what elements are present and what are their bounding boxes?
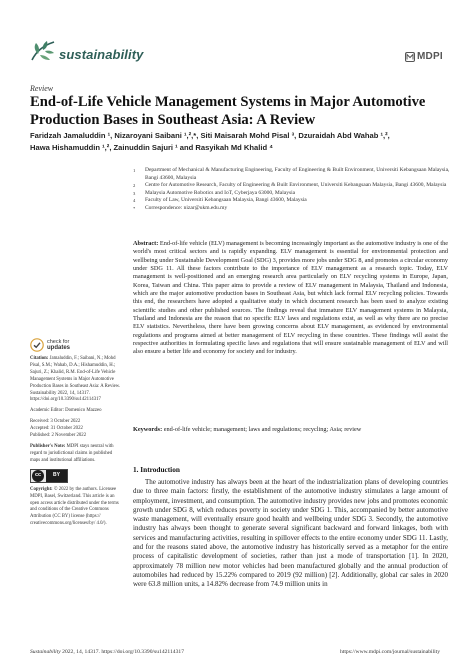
keywords-text: end-of-life vehicle; management; laws and regulations; recycling; Asia; review xyxy=(163,426,362,433)
authors-line-1: Faridzah Jamaluddin ¹, Nizaroyani Saibani ¹,²,*, Siti Maisarah Mohd Pisal ³, Dzuraidah Abd Wahab ¹,², xyxy=(30,131,390,140)
correspondence-text[interactable]: Correspondence: nizar@ukm.edu.my xyxy=(145,204,228,211)
affiliation-item xyxy=(133,167,453,182)
article-type: Review xyxy=(30,84,54,93)
publisher-note-label: Publisher's Note: xyxy=(30,443,66,449)
footer-doi[interactable]: 2022, 14, 14317. https://doi.org/10.3390/su142114317 xyxy=(60,649,184,655)
affiliation-item xyxy=(133,182,453,190)
check-for-updates-button[interactable] xyxy=(30,338,122,352)
affiliation-number: 4 xyxy=(133,198,136,204)
affiliation-number: 3 xyxy=(133,190,136,196)
affiliation-item xyxy=(133,197,453,205)
sidebar xyxy=(30,338,122,532)
affiliation-text: Department of Mechanical & Manufacturing Engineering, Faculty of Engineering & Built Environment, Universiti Kebangsaan Malaysia, Bangi 43600, Malaysia xyxy=(145,167,450,181)
authors-line-2: Hawa Hishamuddin ¹,², Zainuddin Sajuri ¹ and Rasyikah Md Khalid ⁴ xyxy=(30,143,273,152)
section-heading: 1. Introduction xyxy=(133,465,180,474)
footer-citation xyxy=(30,649,184,655)
affiliation-number: 2 xyxy=(133,183,136,189)
check-updates-icon xyxy=(30,338,44,352)
keywords xyxy=(133,426,448,434)
affiliation-text: Malaysia Automotive Robotics and IoT, Cyberjaya 63000, Malaysia xyxy=(145,189,296,196)
leaf-icon xyxy=(30,40,56,62)
publisher-note xyxy=(30,444,122,465)
abstract-label: Abstract: xyxy=(133,240,159,247)
academic-editor: Academic Editor: Domenico Mazzeo xyxy=(30,408,102,414)
copyright-text: © 2022 by the authors. Licensee MDPI, Basel, Switzerland. This article is an open access article distributed under the terms and conditions of the Creative Commons Attribution (CC BY) license (https:// creativecommons.org/licenses/by/ 4.0/). xyxy=(30,486,119,527)
affiliation-text: Centre for Automotive Research, Faculty of Engineering & Built Environment, Universiti Kebangsaan Malaysia, Bangi 43600, Malaysia xyxy=(145,182,447,189)
journal-logo xyxy=(30,40,56,62)
dates xyxy=(30,419,122,440)
footer-journal-url[interactable]: https://www.mdpi.com/journal/sustainability xyxy=(340,649,441,655)
published-date: Published: 2 November 2022 xyxy=(30,433,87,439)
footer-journal: Sustainability xyxy=(30,649,61,655)
citation-text[interactable]: Jamaluddin, F.; Saibani, N.; Mohd Pisal, S.M.; Wahab, D.A.; Hishamuddin, H.; Sajuri, Z.; Khalid, R.M. End-of-Life Vehicle Management Systems in Major Automotive Production Bases in Southeast Asia: A Review. Sustainability 2022, 14, 14317. https://doi.org/10.3390/su142114317 xyxy=(30,356,121,403)
check-line-2: updates xyxy=(47,345,71,351)
author-list xyxy=(30,130,450,154)
publisher-logo xyxy=(405,49,445,64)
mdpi-mark-icon xyxy=(405,52,415,62)
cc-by-license-badge[interactable] xyxy=(30,469,68,483)
copyright-label: Copyright: xyxy=(30,486,53,492)
publisher-name: MDPI xyxy=(417,51,443,62)
received-date: Received: 3 October 2022 xyxy=(30,419,81,425)
check-line-1: check for xyxy=(47,339,70,345)
article-title: End-of-Life Vehicle Management Systems in Major Automotive Production Bases in Southeast Asia: A Review xyxy=(30,94,426,128)
affiliation-text: Faculty of Law, Universiti Kebangsaan Malaysia, Bangi 43600, Malaysia xyxy=(145,197,307,204)
accepted-date: Accepted: 31 October 2022 xyxy=(30,426,83,432)
check-updates-label xyxy=(47,339,70,351)
affiliations xyxy=(133,167,453,213)
by-label: BY xyxy=(46,470,67,482)
copyright xyxy=(30,487,122,528)
abstract xyxy=(133,240,448,357)
keywords-label: Keywords: xyxy=(133,426,163,433)
citation xyxy=(30,356,122,404)
citation-label: Citation: xyxy=(30,356,49,361)
affiliation-item xyxy=(133,205,453,213)
publisher-note-text: MDPI stays neutral with regard to jurisdictional claims in published maps and institutional affiliations. xyxy=(30,443,114,463)
introduction-text: The automotive industry has always been at the heart of the industrialization plans of developing countries due to three main factors: firstly, the establishment of the automotive industry stimulates a large amount of employment, investment, and consumption. The automotive industry provides new jobs and promotes economic growth under SDG 8, which reduces poverty in society under SDG 1. This, accompanied by better automotive waste management, will eventually ensure good health and wellbeing under SDG 3. Secondly, the automotive industry has always been thought to generate several significant backward and forward linkages, both with services and manufacturing activities, resulting in spillover effects to the entire economy under SDG 11. Lastly, and for the reasons stated above, the automotive industry has historically served as a metaphor for the entire process of capitalistic development of societies, rather than just a mode of transportation [1]. In 2020, approximately 78 million new motor vehicles had been manufactured globally and the annual production of automobiles had reduced by 15.22% compared to 2019 (92 million) [2]. Additionally, global car sales in 2020 were 63.8 million units, a 14.82% decrease from 74.9 million units in xyxy=(133,478,448,589)
affiliation-number: * xyxy=(133,205,136,211)
affiliation-number: 1 xyxy=(133,168,136,173)
cc-icon: cc xyxy=(32,470,44,482)
abstract-text: End-of-life vehicle (ELV) management is becoming increasingly important as the automotive industry is one of the world's most critical sectors and is rapidly expanding. ELV management is essential for environmental protection and wellbeing under Sustainable Development Goal (SDG) 3, provides more jobs under SDG 8, and promotes a circular economy under SDG 11. All these factors contribute to the importance of ELV management as a research topic. Today, ELV management is well-positioned and an emerging research area particularly on ELV recycling systems in Europe, Japan, Korea, Taiwan and China. This paper aims to provide a review of ELV management in Malaysia, Thailand and Indonesia, which are the major automotive production bases in Southeast Asia, but which lack formal ELV recycling policies. Towards this end, the researchers have adopted a qualitative study in which document research has been used to analyze existing scientific studies and other published sources. The findings reveal that immature ELV management systems in Malaysia, Thailand and Indonesia are the reason that no specific ELV laws and regulations exist, as well as why there are no precise ELV statistics. Nevertheless, there have been growing concerns about ELV management, as evidenced by environmental regulations and programs aimed at better management of ELV recycling in these countries. These findings will assist the respective authorities in formulating specific laws and regulations that will ensure sustainable management of ELV and will also ensure a better life and economy for society and for industry. xyxy=(133,240,449,356)
journal-name: sustainability xyxy=(59,47,144,62)
